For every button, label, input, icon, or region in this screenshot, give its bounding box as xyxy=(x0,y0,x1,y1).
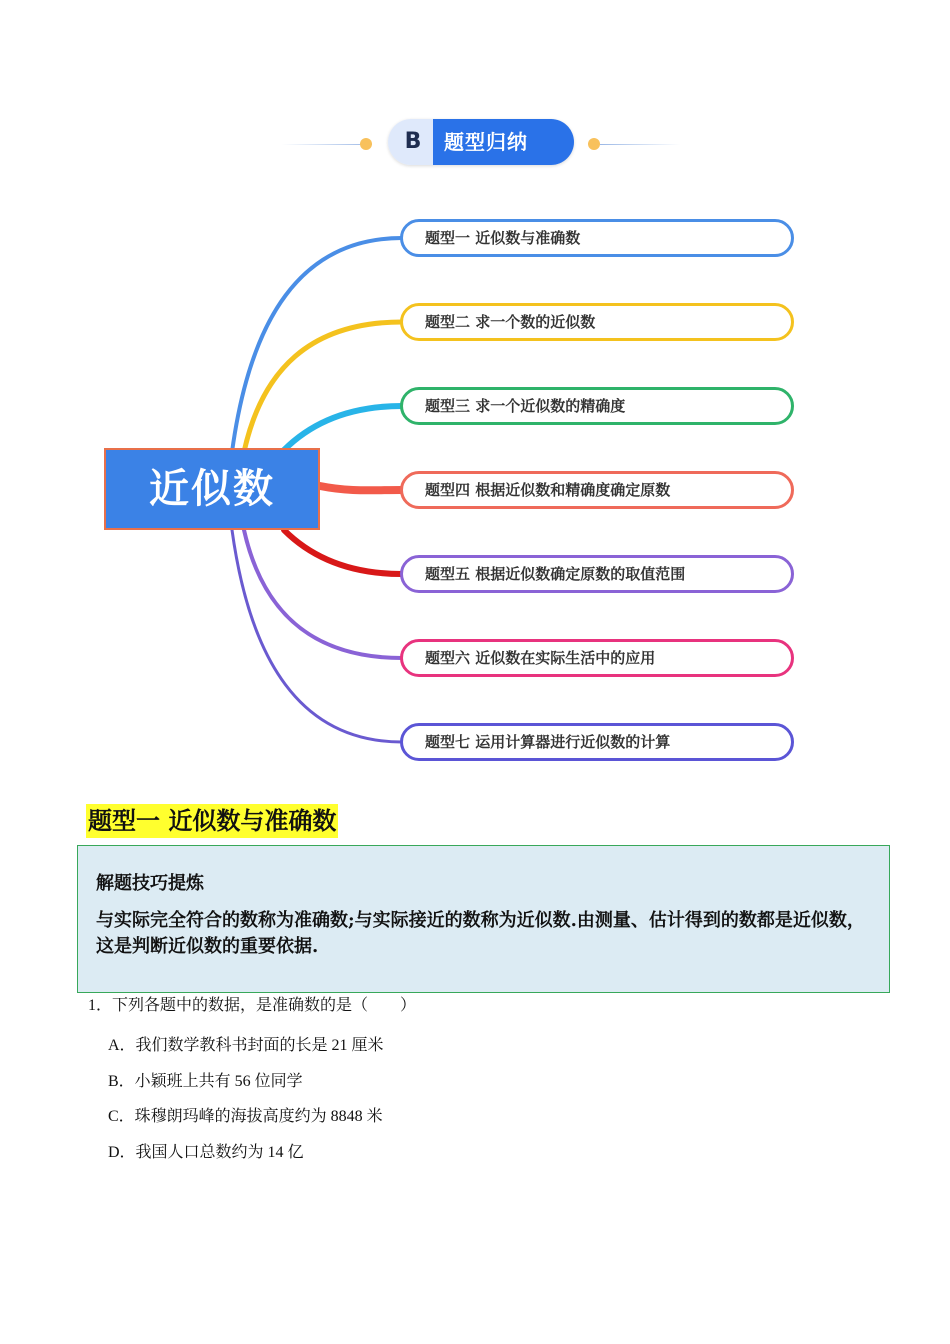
topic-4: 题型四 根据近似数和精确度确定原数 xyxy=(400,471,794,509)
header-title: 题型归纳 xyxy=(444,130,528,154)
topic-2: 题型二 求一个数的近似数 xyxy=(400,303,794,341)
mindmap-center: 近似数 xyxy=(104,448,320,530)
topic-6: 题型六 近似数在实际生活中的应用 xyxy=(400,639,794,677)
option-c: C．珠穆朗玛峰的海拔高度约为 8848 米 xyxy=(108,1108,383,1125)
header-left-dot xyxy=(360,138,372,150)
tip-box xyxy=(77,845,890,993)
branch-5 xyxy=(284,530,402,574)
header-badge: B xyxy=(404,129,422,154)
option-a: A．我们数学教科书封面的长是 21 厘米 xyxy=(108,1037,384,1054)
branch-3 xyxy=(284,406,402,450)
header-right-dot xyxy=(588,138,600,150)
header-pill xyxy=(388,119,574,165)
option-b: B．小颖班上共有 56 位同学 xyxy=(108,1073,303,1090)
branch-1 xyxy=(232,238,402,452)
mindmap xyxy=(0,200,950,780)
option-d: D．我国人口总数约为 14 亿 xyxy=(108,1144,304,1161)
topic-5: 题型五 根据近似数确定原数的取值范围 xyxy=(400,555,794,593)
topic-3: 题型三 求一个近似数的精确度 xyxy=(400,387,794,425)
tip-body: 与实际完全符合的数称为准确数;与实际接近的数称为近似数.由测量、估计得到的数都是近似数，这是判断近似数的重要依据. xyxy=(96,910,865,957)
header-right-line xyxy=(600,144,680,145)
section-header xyxy=(270,116,690,168)
tip-heading: 解题技巧提炼 xyxy=(96,873,204,894)
topic-1: 题型一 近似数与准确数 xyxy=(400,219,794,257)
branch-2 xyxy=(244,322,402,452)
section-title: 题型一 近似数与准确数 xyxy=(86,804,338,838)
branch-7 xyxy=(232,530,402,742)
branch-4 xyxy=(320,486,402,490)
header-left-line xyxy=(282,144,372,145)
topic-7: 题型七 运用计算器进行近似数的计算 xyxy=(400,723,794,761)
branch-6 xyxy=(244,530,402,658)
question-stem: 1．下列各题中的数据，是准确数的是（ ） xyxy=(88,997,417,1014)
question xyxy=(88,996,416,1016)
